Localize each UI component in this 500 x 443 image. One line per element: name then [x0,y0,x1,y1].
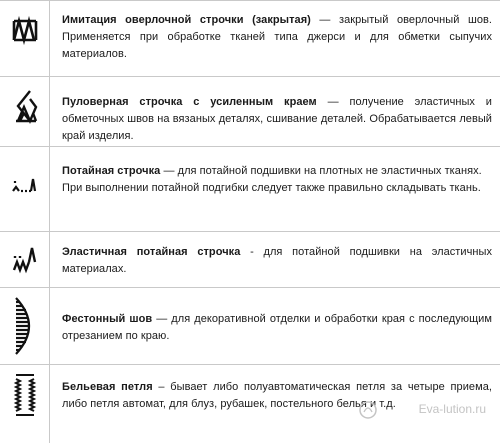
icon-cell [0,288,50,364]
pullover-reinforced-edge-stitch-icon [0,77,50,147]
watermark-text: Eva-lution.ru [418,402,486,416]
row-title: Фестонный шов [62,313,153,325]
table-row [0,232,500,288]
row-title: Пуловерная строчка с усиленным краем [62,96,317,108]
table-row [0,147,500,232]
icon-cell [0,1,50,76]
watermark-logo-icon [358,400,378,420]
icon-cell [0,232,50,287]
elastic-blind-hem-stitch-icon [0,232,50,288]
row-description: — получение эластичных и обметочных швов на вязаных деталях, сшивание деталей. Обрабатывается левый край изделия. [62,96,492,142]
row-title: Потайная строчка [62,165,161,177]
row-title: Эластичная потайная строчка [62,246,241,258]
row-description: — закрытый оверлочный шов. Применяется при обработке тканей типа джерси и для обметки сыпучих материалов. [62,14,492,60]
row-text [62,244,492,278]
icon-cell [0,77,50,146]
icon-cell [0,147,50,231]
row-text [62,163,492,197]
buttonhole-stitch-icon [0,365,50,443]
row-description: — для декоративной отделки и обработки края с последующим отрезанием по краю. [62,313,492,342]
row-title: Имитация оверлочной строчки (закрытая) [62,14,311,26]
row-description: — для потайной подшивки на плотных не эластичных тканях. [160,165,482,177]
row-title: Бельевая петля [62,381,153,393]
table-row [0,1,500,77]
row-text [62,311,492,345]
blind-hem-stitch-icon [0,147,50,232]
row-description: - для потайной подшивки на эластичных материалах. [62,246,493,275]
table-row [0,288,500,365]
overlock-closed-stitch-icon [0,1,50,77]
row-description: – бывает либо полуавтоматическая петля за четыре приема, либо петля автомат, для блуз, рубашек, постельного белья и т.д. [62,381,492,410]
row-text [62,12,492,63]
row-text [62,94,492,145]
icon-cell [0,365,50,443]
table-row [0,77,500,147]
row-extra-text: При выполнении потайной подгибки следует также правильно складывать ткань. [62,182,481,194]
scallop-stitch-icon [0,288,50,365]
